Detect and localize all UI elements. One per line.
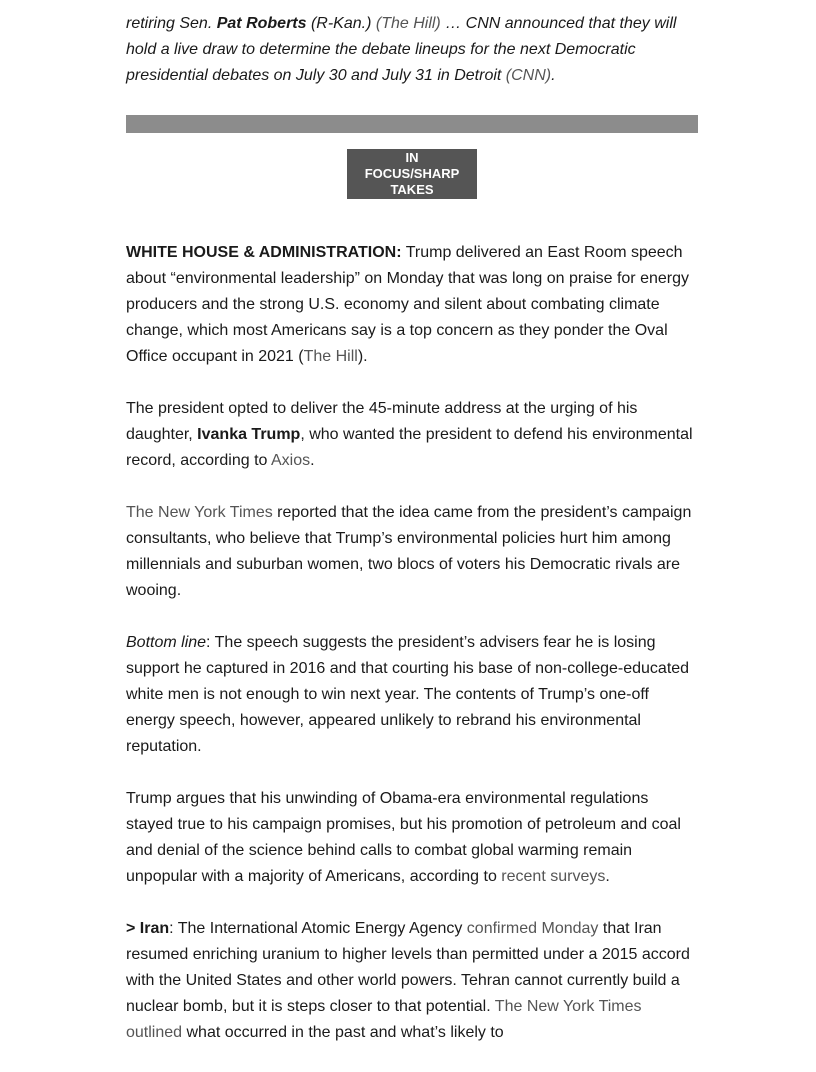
- person-name: Pat Roberts: [216, 15, 307, 32]
- iran-label: Iran: [139, 920, 170, 937]
- the-hill-link[interactable]: (The Hill): [375, 15, 441, 32]
- cnn-link[interactable]: (CNN): [505, 67, 552, 84]
- bottom-line-paragraph: Bottom line: The speech suggests the president’s advisers fear he is losing support he captured in 2016 and that courting his base of non-college-educated white men is not enough to win next year. The contents of Trump’s one-off energy speech, however, appeared unlikely to rebrand his environmental reputation.: [126, 634, 690, 755]
- newsletter-body: [126, 11, 698, 1072]
- arrow-marker: >: [126, 920, 140, 937]
- white-house-paragraph: WHITE HOUSE & ADMINISTRATION: Trump delivered an East Room speech about “environmental leadership” on Monday that was long on praise for energy producers and the strong U.S. economy and silent about combating climate change, which most Americans say is a top concern as they ponder the Oval Office occupant in 2021 (The Hill).: [126, 244, 689, 365]
- confirmed-monday-link[interactable]: confirmed Monday: [466, 920, 599, 937]
- nyt-paragraph: The New York Times reported that the idea came from the president’s campaign consultants, who believe that Trump’s environmental policies hurt him among millennials and suburban women, two blocs of voters his Democratic rivals are wooing.: [126, 504, 692, 599]
- section-divider: [126, 115, 698, 133]
- section-badge: IN FOCUS/SHARP TAKES: [347, 149, 477, 199]
- section-badge-container: [126, 149, 698, 199]
- iran-paragraph: > Iran: The International Atomic Energy Agency confirmed Monday that Iran resumed enriching uranium to higher levels than permitted under a 2015 accord with the United States and other world powers. Tehran cannot currently build a nuclear bomb, but it is steps closer to that potential. The New York Times outlined what occurred in the past and what’s likely to: [126, 920, 690, 1041]
- axios-link[interactable]: Axios: [270, 452, 311, 469]
- surveys-paragraph: Trump argues that his unwinding of Obama-era environmental regulations stayed true to his campaign promises, but his promotion of petroleum and coal and denial of the science behind calls to combat global warming remain unpopular with a majority of Americans, according to recent surveys.: [126, 790, 681, 885]
- recent-surveys-link[interactable]: recent surveys: [501, 868, 606, 885]
- nyt-outlined-link[interactable]: The New York Times outlined: [126, 998, 642, 1041]
- the-hill-link[interactable]: The Hill: [303, 348, 358, 365]
- intro-paragraph: retiring Sen. Pat Roberts (R-Kan.) (The Hill) … CNN announced that they will hold a live draw to determine the debate lineups for the next Democratic presidential debates on July 30 and July 31 in Detroit (CNN).: [126, 15, 677, 84]
- ivanka-paragraph: The president opted to deliver the 45-minute address at the urging of his daughter, Ivanka Trump, who wanted the president to defend his environmental record, according to Axios.: [126, 400, 693, 469]
- section-lead: WHITE HOUSE & ADMINISTRATION:: [126, 244, 402, 261]
- bottom-line-label: Bottom line: [126, 634, 207, 651]
- person-name: Ivanka Trump: [197, 426, 301, 443]
- nyt-link[interactable]: The New York Times: [126, 504, 273, 521]
